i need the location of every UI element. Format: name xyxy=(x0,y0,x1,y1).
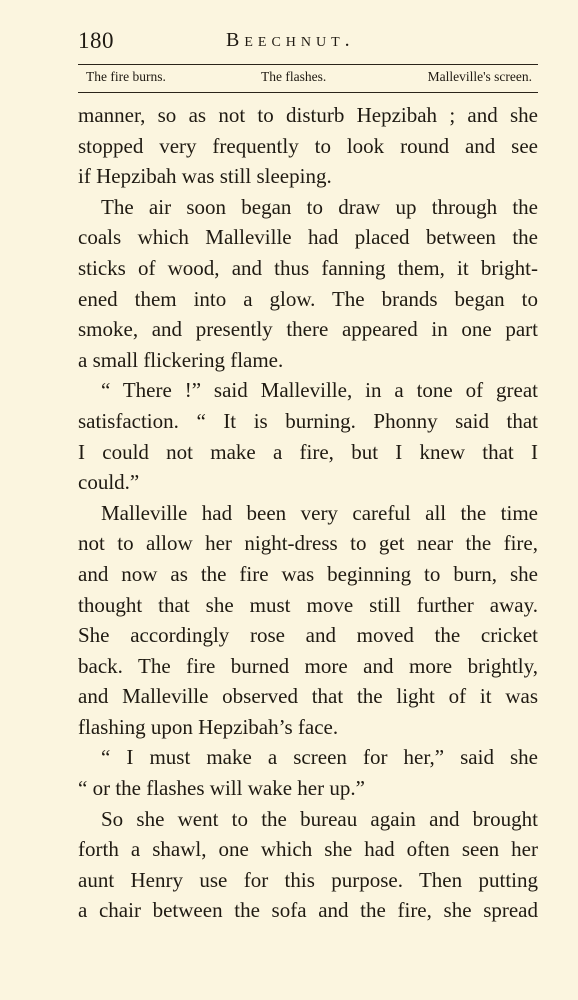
text-line: coals which Malleville had placed between the xyxy=(78,225,538,250)
text-line: “ I must make a screen for her,” said she xyxy=(101,745,538,770)
text-line: “ or the flashes will wake her up.” xyxy=(78,776,365,801)
text-line: So she went to the bureau again and brought xyxy=(101,806,538,831)
text-line: aunt Henry use for this purpose. Then putting xyxy=(78,867,538,892)
page-header xyxy=(78,28,538,58)
running-title: Beechnut. xyxy=(226,29,355,51)
text-line: a chair between the sofa and the fire, she spread xyxy=(78,898,538,923)
text-line: Malleville had been very careful all the time xyxy=(101,500,538,525)
text-line: satisfaction. “ It is burning. Phonny said that xyxy=(78,408,538,433)
text-line: not to allow her night-dress to get near the fire, xyxy=(78,531,538,556)
sidenote-strip xyxy=(86,69,532,89)
text-line: forth a shawl, one which she had often seen her xyxy=(78,837,538,862)
text-line: She accordingly rose and moved the cricket xyxy=(78,623,538,648)
sidenote-screen: Malleville's screen. xyxy=(427,69,532,84)
text-line: and Malleville observed that the light of it was xyxy=(78,684,538,709)
text-line: if Hepzibah was still sleeping. xyxy=(78,164,332,189)
page-number: 180 xyxy=(78,28,114,53)
text-line: and now as the fire was beginning to burn, she xyxy=(78,561,538,586)
text-line: manner, so as not to disturb Hepzibah ; and she xyxy=(78,103,538,127)
sidenote-fire-burns: The fire burns. xyxy=(86,69,166,84)
sidenote-flashes: The flashes. xyxy=(261,69,327,84)
text-line: “ There !” said Malleville, in a tone of great xyxy=(101,378,538,403)
text-line: flashing upon Hepzibah’s face. xyxy=(78,714,339,739)
text-line: back. The fire burned more and more brightly, xyxy=(78,653,538,678)
header-rule-bottom xyxy=(78,92,538,93)
text-line: a small flickering flame. xyxy=(78,347,284,372)
text-line: sticks of wood, and thus fanning them, it bright- xyxy=(78,255,538,280)
text-line: ened them into a glow. The brands began to xyxy=(78,286,538,311)
text-line: I could not make a fire, but I knew that I xyxy=(78,439,538,464)
text-line: thought that she must move still further away. xyxy=(78,592,538,617)
text-line: could.” xyxy=(78,470,140,495)
text-line: smoke, and presently there appeared in one part xyxy=(78,317,538,342)
body-text xyxy=(78,100,538,926)
text-line: stopped very frequently to look round and see xyxy=(78,133,538,158)
text-line: The air soon began to draw up through the xyxy=(101,194,538,219)
header-rule-top xyxy=(78,64,538,65)
